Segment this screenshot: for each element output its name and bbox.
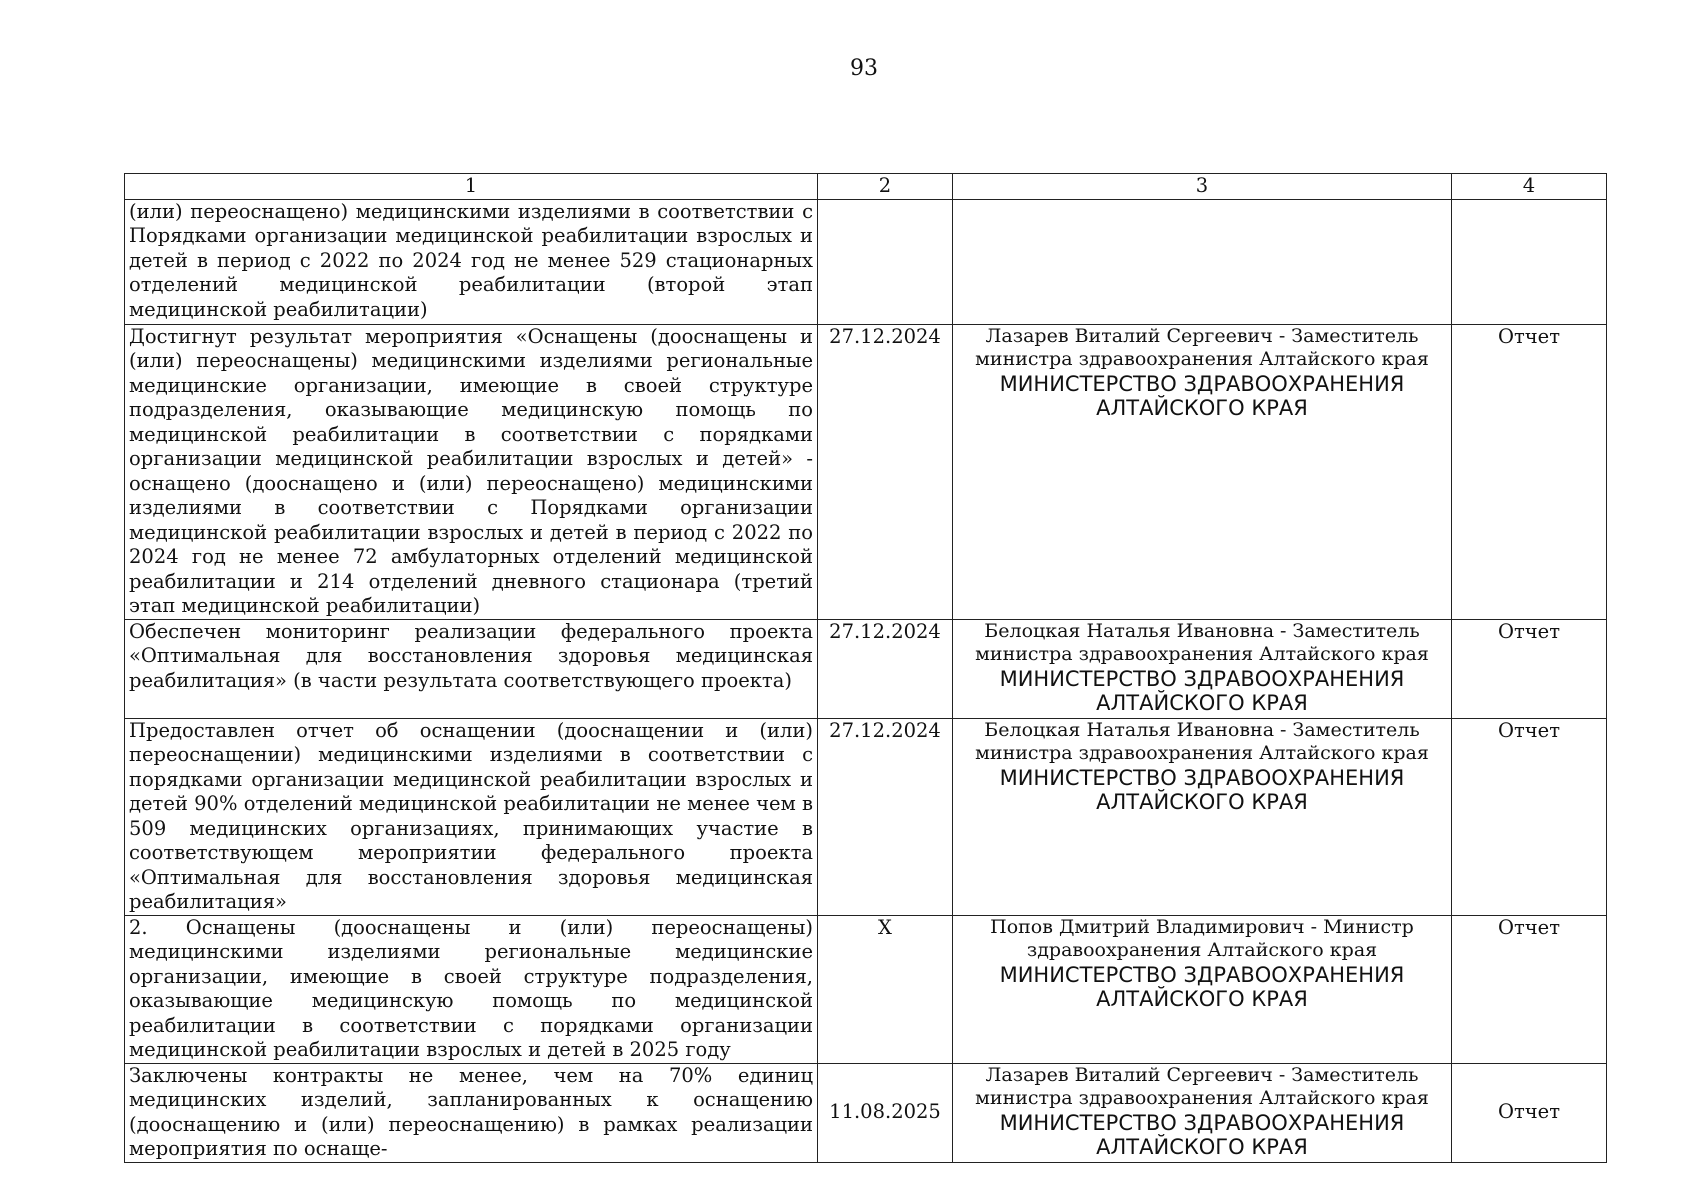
responsible-org: МИНИСТЕРСТВО ЗДРАВООХРАНЕНИЯ АЛТАЙСКОГО КРАЯ — [999, 765, 1405, 814]
responsible-org: МИНИСТЕРСТВО ЗДРАВООХРАНЕНИЯ АЛТАЙСКОГО КРАЯ — [999, 666, 1405, 715]
row-description — [125, 199, 818, 324]
responsible-org: МИНИСТЕРСТВО ЗДРАВООХРАНЕНИЯ АЛТАЙСКОГО КРАЯ — [999, 962, 1405, 1011]
responsible-person: Попов Дмитрий Владимирович - Министр здравоохранения Алтайского края — [990, 915, 1414, 961]
responsible-person: Лазарев Виталий Сергеевич - Заместитель министра здравоохранения Алтайского края — [975, 324, 1429, 370]
row-report-form: Отчет — [1452, 718, 1607, 915]
row-date: 27.12.2024 — [818, 718, 953, 915]
row-report-form — [1452, 199, 1607, 324]
column-header-3: 3 — [953, 174, 1452, 200]
description-text: 2. Оснащены (дооснащены и (или) переоснащены) медицинскими изделиями региональные медицинские организации, имеющие в своей структуре подразделения, оказывающие медицинскую помощь по медицинской реабилитации в соответствии с порядками организации медицинской реабилитации взрослых и детей в 2025 году — [129, 915, 813, 1061]
row-report-form: Отчет — [1452, 915, 1607, 1063]
row-report-form: Отчет — [1452, 1063, 1607, 1162]
page-number: 93 — [850, 56, 878, 81]
responsible-person: Лазарев Виталий Сергеевич - Заместитель министра здравоохранения Алтайского края — [975, 1063, 1429, 1109]
table-row — [125, 619, 1607, 718]
row-description — [125, 324, 818, 619]
row-date — [818, 199, 953, 324]
row-description — [125, 1063, 818, 1162]
row-description — [125, 718, 818, 915]
row-description — [125, 915, 818, 1063]
description-text: Заключены контракты не менее, чем на 70% единиц медицинских изделий, запланированных к оснащению (дооснащению и (или) переоснащению) в рамках реализации мероприятия по оснаще- — [129, 1063, 813, 1160]
description-text: Предоставлен отчет об оснащении (дооснащении и (или) переоснащении) медицинскими изделиями в соответствии с порядками организации медицинской реабилитации взрослых и детей 90% отделений медицинской реабилитации не менее чем в 509 медицинских организациях, принимающих участие в соответствующем мероприятии федерального проекта «Оптимальная для восстановления здоровья медицинская реабилитация» — [129, 718, 813, 913]
responsible-org: МИНИСТЕРСТВО ЗДРАВООХРАНЕНИЯ АЛТАЙСКОГО КРАЯ — [999, 371, 1405, 420]
row-description — [125, 619, 818, 718]
row-report-form: Отчет — [1452, 619, 1607, 718]
row-responsible — [953, 718, 1452, 915]
table-row — [125, 199, 1607, 324]
plan-table — [124, 173, 1607, 1163]
column-header-2: 2 — [818, 174, 953, 200]
row-date: X — [818, 915, 953, 1063]
table-row — [125, 1063, 1607, 1162]
row-responsible — [953, 324, 1452, 619]
responsible-person: Белоцкая Наталья Ивановна - Заместитель министра здравоохранения Алтайского края — [975, 619, 1429, 665]
row-responsible — [953, 915, 1452, 1063]
row-date: 27.12.2024 — [818, 619, 953, 718]
description-text: Обеспечен мониторинг реализации федерального проекта «Оптимальная для восстановления здоровья медицинская реабилитация» (в части результата соответствующего проекта) — [129, 619, 813, 692]
row-report-form: Отчет — [1452, 324, 1607, 619]
table-row — [125, 324, 1607, 619]
row-responsible — [953, 619, 1452, 718]
row-responsible — [953, 199, 1452, 324]
row-date: 11.08.2025 — [818, 1063, 953, 1162]
header-row — [125, 174, 1607, 200]
description-text: Достигнут результат мероприятия «Оснащены (дооснащены и (или) переоснащены) медицинскими изделиями региональные медицинские организации, имеющие в своей структуре подразделения, оказывающие медицинскую помощь по медицинской реабилитации в соответствии с порядками организации медицинской реабилитации взрослых и детей» - оснащено (дооснащено и (или) переоснащено) медицинскими изделиями в соответствии с Порядками организации медицинской реабилитации взрослых и детей в период с 2022 по 2024 год не менее 72 амбулаторных отделений медицинской реабилитации и 214 отделений дневного стационара (третий этап медицинской реабилитации) — [129, 324, 813, 617]
description-text: (или) переоснащено) медицинскими изделиями в соответствии с Порядками организации медицинской реабилитации взрослых и детей в период с 2022 по 2024 год не менее 529 стационарных отделений медицинской реабилитации (второй этап медицинской реабилитации) — [129, 199, 813, 321]
responsible-org: МИНИСТЕРСТВО ЗДРАВООХРАНЕНИЯ АЛТАЙСКОГО КРАЯ — [999, 1110, 1405, 1159]
column-header-4: 4 — [1452, 174, 1607, 200]
responsible-person: Белоцкая Наталья Ивановна - Заместитель министра здравоохранения Алтайского края — [975, 718, 1429, 764]
column-header-1: 1 — [125, 174, 818, 200]
row-date: 27.12.2024 — [818, 324, 953, 619]
table-row — [125, 915, 1607, 1063]
row-responsible — [953, 1063, 1452, 1162]
table-row — [125, 718, 1607, 915]
